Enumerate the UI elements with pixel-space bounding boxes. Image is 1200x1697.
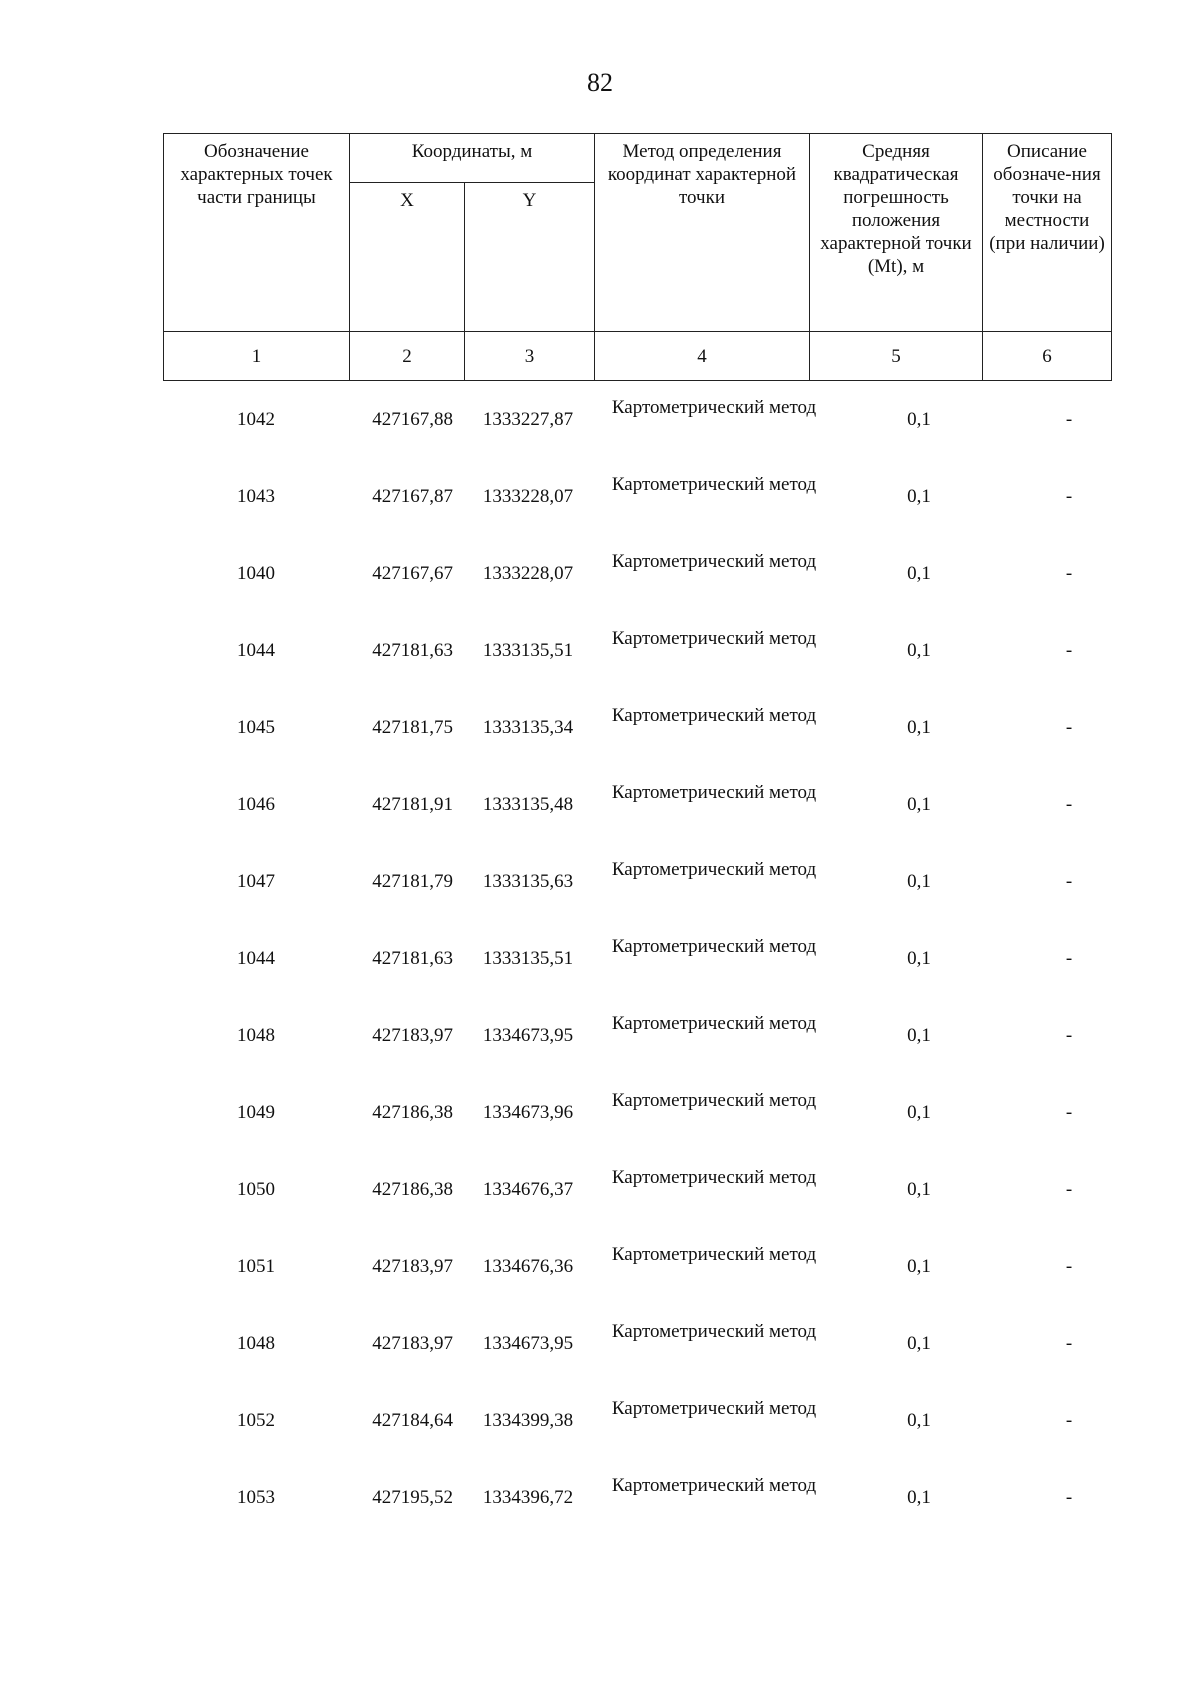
header-coordinates: Координаты, м — [350, 134, 595, 183]
data-table — [163, 384, 1111, 1539]
table-row — [163, 615, 1111, 692]
coord-y: 1333228,07 — [482, 563, 574, 584]
description: - — [1065, 1179, 1073, 1200]
point-id: 1053 — [237, 1487, 275, 1508]
error: 0,1 — [907, 1025, 931, 1046]
method: Картометрический метод — [611, 1090, 817, 1111]
coord-x: 427186,38 — [372, 1102, 453, 1123]
method: Картометрический метод — [611, 859, 817, 880]
table-row — [163, 846, 1111, 923]
table-row — [163, 1000, 1111, 1077]
table-row — [163, 461, 1111, 538]
header-number-5: 5 — [810, 332, 983, 381]
error: 0,1 — [907, 1179, 931, 1200]
description: - — [1065, 1025, 1073, 1046]
coord-y: 1334676,37 — [482, 1179, 574, 1200]
method: Картометрический метод — [611, 1244, 817, 1265]
error: 0,1 — [907, 948, 931, 969]
error: 0,1 — [907, 563, 931, 584]
header-error: Средняя квадратическая погрешность положения характерной точки (Mt), м — [810, 134, 983, 332]
error: 0,1 — [907, 1410, 931, 1431]
page-number: 82 — [587, 68, 613, 97]
table-row — [163, 538, 1111, 615]
header-x: X — [350, 183, 465, 332]
point-id: 1048 — [237, 1333, 275, 1354]
table-row — [163, 1231, 1111, 1308]
coord-x: 427183,97 — [372, 1256, 453, 1277]
description: - — [1065, 1256, 1073, 1277]
method: Картометрический метод — [611, 705, 817, 726]
coord-x: 427167,88 — [372, 409, 453, 430]
coord-x: 427183,97 — [372, 1333, 453, 1354]
coord-y: 1333135,48 — [482, 794, 574, 815]
point-id: 1049 — [237, 1102, 275, 1123]
coord-y: 1334399,38 — [482, 1410, 574, 1431]
description: - — [1065, 717, 1073, 738]
point-id: 1044 — [237, 948, 275, 969]
point-id: 1043 — [237, 486, 275, 507]
point-id: 1046 — [237, 794, 275, 815]
coord-y: 1333135,34 — [482, 717, 574, 738]
table-row — [163, 384, 1111, 461]
point-id: 1051 — [237, 1256, 275, 1277]
header-method: Метод определения координат характерной точки — [595, 134, 810, 332]
coord-y: 1333135,63 — [482, 871, 574, 892]
description: - — [1065, 1102, 1073, 1123]
error: 0,1 — [907, 794, 931, 815]
coord-y: 1334673,96 — [482, 1102, 574, 1123]
table-row — [163, 769, 1111, 846]
coord-x: 427181,63 — [372, 640, 453, 661]
description: - — [1065, 948, 1073, 969]
point-id: 1045 — [237, 717, 275, 738]
error: 0,1 — [907, 486, 931, 507]
table-row — [163, 923, 1111, 1000]
table-row — [163, 1385, 1111, 1462]
header-number-1: 1 — [164, 332, 350, 381]
description: - — [1065, 1487, 1073, 1508]
method: Картометрический метод — [611, 551, 817, 572]
header-point-designation: Обозначение характерных точек части границы — [164, 134, 350, 332]
coord-x: 427181,79 — [372, 871, 453, 892]
point-id: 1050 — [237, 1179, 275, 1200]
header-number-4: 4 — [595, 332, 810, 381]
coord-x: 427181,75 — [372, 717, 453, 738]
header-description: Описание обозначе-ния точки на местности (при наличии) — [983, 134, 1112, 332]
error: 0,1 — [907, 1102, 931, 1123]
error: 0,1 — [907, 717, 931, 738]
method: Картометрический метод — [611, 936, 817, 957]
point-id: 1052 — [237, 1410, 275, 1431]
coord-y: 1333135,51 — [482, 640, 574, 661]
method: Картометрический метод — [611, 1013, 817, 1034]
error: 0,1 — [907, 409, 931, 430]
table-row — [163, 1077, 1111, 1154]
header-table — [163, 133, 1112, 381]
point-id: 1042 — [237, 409, 275, 430]
method: Картометрический метод — [611, 397, 817, 418]
header-y: Y — [465, 183, 595, 332]
coord-x: 427184,64 — [372, 1410, 453, 1431]
coord-y: 1334673,95 — [482, 1333, 574, 1354]
description: - — [1065, 1333, 1073, 1354]
coord-y: 1333227,87 — [482, 409, 574, 430]
coord-x: 427181,63 — [372, 948, 453, 969]
header-number-6: 6 — [983, 332, 1112, 381]
method: Картометрический метод — [611, 1475, 817, 1496]
coord-x: 427186,38 — [372, 1179, 453, 1200]
error: 0,1 — [907, 871, 931, 892]
point-id: 1044 — [237, 640, 275, 661]
table-row — [163, 1462, 1111, 1539]
header-number-2: 2 — [350, 332, 465, 381]
error: 0,1 — [907, 1333, 931, 1354]
table-row — [163, 692, 1111, 769]
error: 0,1 — [907, 640, 931, 661]
coord-x: 427181,91 — [372, 794, 453, 815]
error: 0,1 — [907, 1256, 931, 1277]
description: - — [1065, 640, 1073, 661]
description: - — [1065, 794, 1073, 815]
method: Картометрический метод — [611, 1167, 817, 1188]
description: - — [1065, 486, 1073, 507]
point-id: 1047 — [237, 871, 275, 892]
coord-x: 427167,87 — [372, 486, 453, 507]
method: Картометрический метод — [611, 1321, 817, 1342]
coord-x: 427183,97 — [372, 1025, 453, 1046]
table-row — [163, 1308, 1111, 1385]
coord-x: 427195,52 — [372, 1487, 453, 1508]
coord-y: 1334676,36 — [482, 1256, 574, 1277]
method: Картометрический метод — [611, 1398, 817, 1419]
coord-y: 1333228,07 — [482, 486, 574, 507]
table-row — [163, 1154, 1111, 1231]
coord-y: 1334673,95 — [482, 1025, 574, 1046]
method: Картометрический метод — [611, 628, 817, 649]
method: Картометрический метод — [611, 474, 817, 495]
point-id: 1048 — [237, 1025, 275, 1046]
coord-y: 1333135,51 — [482, 948, 574, 969]
description: - — [1065, 871, 1073, 892]
description: - — [1065, 563, 1073, 584]
header-number-3: 3 — [465, 332, 595, 381]
point-id: 1040 — [237, 563, 275, 584]
coord-x: 427167,67 — [372, 563, 453, 584]
method: Картометрический метод — [611, 782, 817, 803]
description: - — [1065, 409, 1073, 430]
description: - — [1065, 1410, 1073, 1431]
error: 0,1 — [907, 1487, 931, 1508]
coord-y: 1334396,72 — [482, 1487, 574, 1508]
